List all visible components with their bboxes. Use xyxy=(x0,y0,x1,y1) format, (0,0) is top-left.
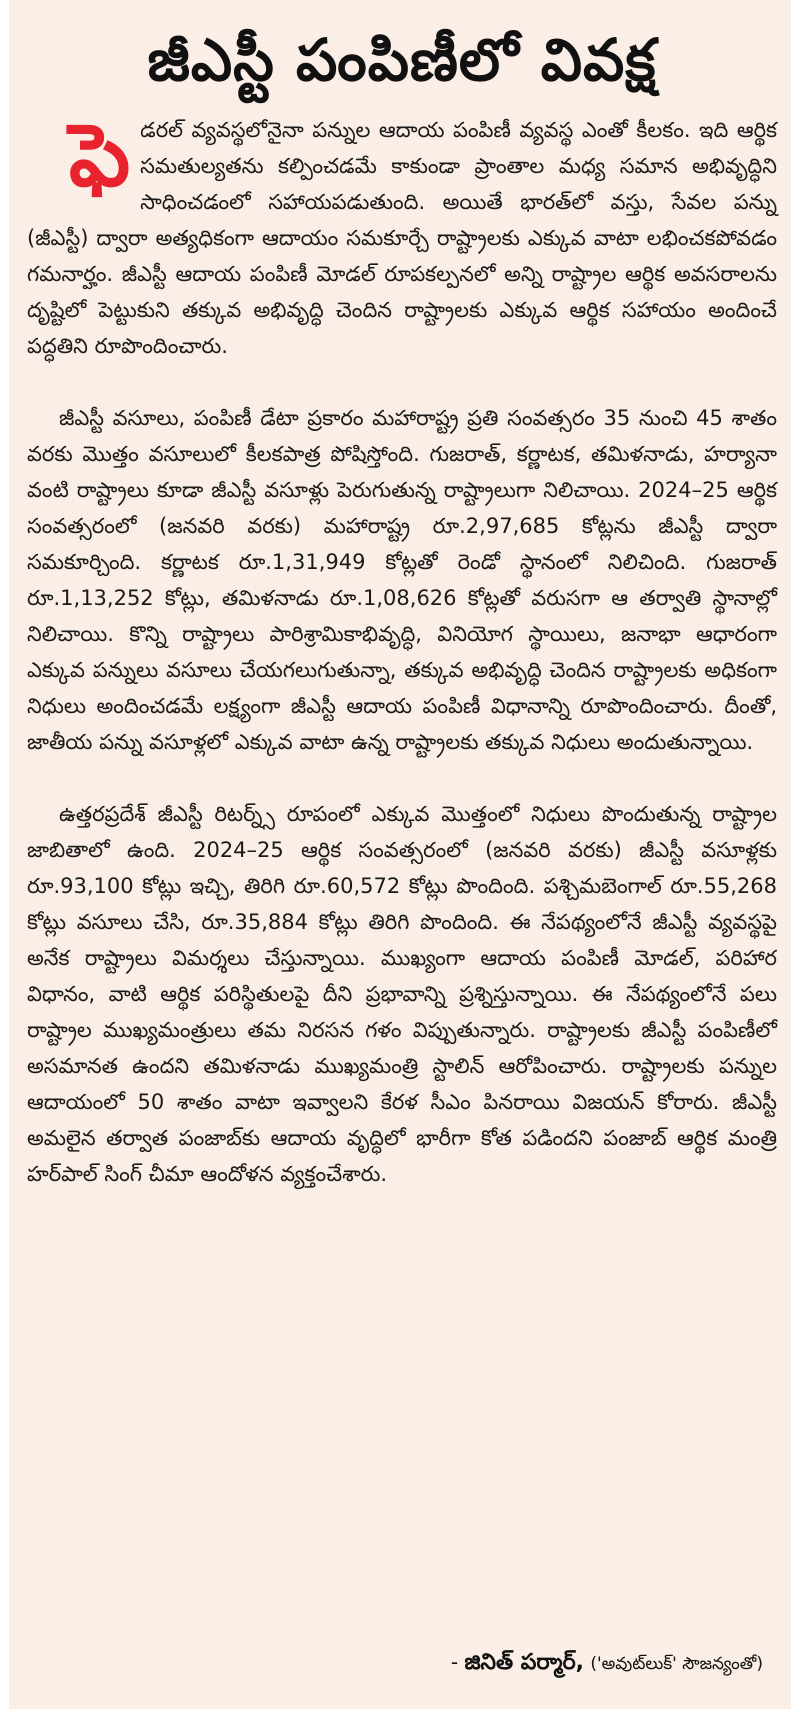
paragraph-1-text: డరల్ వ్యవస్థలోనైనా పన్నుల ఆదాయ పంపిణీ వ్యవస్థ ఎంతో కీలకం. ఇది ఆర్థిక సమతుల్యతను కల్పించడమే కాకుండా ప్రాంతాల మధ్య సమాన అభివృద్ధిని సాధించడంలో సహాయపడుతుంది. అయితే భారత్‌లో వస్తు, సేవల పన్ను (జీఎస్టీ) ద్వారా అత్యధికంగా ఆదాయం సమకూర్చే రాష్ట్రాలకు ఎక్కువ వాటా లభించకపోవడం గమనార్హం. జీఎస్టీ ఆదాయ పంపిణీ మోడల్ రూపకల్పనలో అన్ని రాష్ట్రాల ఆర్థిక అవసరాలను దృష్టిలో పెట్టుకుని తక్కువ అభివృద్ధి చెందిన రాష్ట్రాలకు ఎక్కువ ఆర్థిక సహాయం అందించే పద్ధతిని రూపొందించారు. xyxy=(27,118,777,358)
headline: జీఎస్టీ పంపిణీలో వివక్ష xyxy=(147,26,657,94)
article-body xyxy=(27,106,777,1192)
drop-cap: ఫె xyxy=(69,106,131,206)
paragraph-3: ఉత్తరప్రదేశ్ జీఎస్టీ రిటర్న్స్ రూపంలో ఎక్కువ మొత్తంలో నిధులు పొందుతున్న రాష్ట్రాల జాబితాలో ఉంది. 2024–25 ఆర్థిక సంవత్సరంలో (జనవరి వరకు) జీఎస్టీ వసూళ్లకు రూ.93,100 కోట్లు ఇచ్చి, తిరిగి రూ.60,572 కోట్లు పొందింది. పశ్చిమబెంగాల్ రూ.55,268 కోట్లు వసూలు చేసి, రూ.35,884 కోట్లు తిరిగి పొందింది. ఈ నేపథ్యంలోనే జీఎస్టీ వ్యవస్థపై అనేక రాష్ట్రాలు విమర్శలు చేస్తున్నాయి. ముఖ్యంగా ఆదాయ పంపిణీ మోడల్, పరిహార విధానం, వాటి ఆర్థిక పరిస్థితులపై దీని ప్రభావాన్ని ప్రశ్నిస్తున్నాయి. ఈ నేపథ్యంలోనే పలు రాష్ట్రాల ముఖ్యమంత్రులు తమ నిరసన గళం విప్పుతున్నారు. రాష్ట్రాలకు జీఎస్టీ పంపిణీలో అసమానత ఉందని తమిళనాడు ముఖ్యమంత్రి స్టాలిన్ ఆరోపించారు. రాష్ట్రాలకు పన్నుల ఆదాయంలో 50 శాతం వాటా ఇవ్వాలని కేరళ సీఎం పినరాయి విజయన్ కోరారు. జీఎస్టీ అమలైన తర్వాత పంజాబ్‌కు ఆదాయ వృద్ధిలో భారీగా కోత పడిందని పంజాబ్ ఆర్థిక మంత్రి హర్‌పాల్ సింగ్ చీమా ఆందోళన వ్యక్తంచేశారు. xyxy=(27,802,777,1186)
article-page xyxy=(9,0,791,1709)
byline-credit: ('అవుట్‌లుక్' సౌజన్యంతో) xyxy=(590,1654,763,1674)
byline-author: జినిత్ పర్మార్, xyxy=(464,1650,585,1675)
byline xyxy=(451,1650,763,1680)
paragraph-2: జీఎస్టీ వసూలు, పంపిణీ డేటా ప్రకారం మహారాష్ట్ర ప్రతి సంవత్సరం 35 నుంచి 45 శాతం వరకు మొత్తం వసూలులో కీలకపాత్ర పోషిస్తోంది. గుజరాత్, కర్ణాటక, తమిళనాడు, హర్యానా వంటి రాష్ట్రాలు కూడా జీఎస్టీ వసూళ్లు పెరుగుతున్న రాష్ట్రాలుగా నిలిచాయి. 2024–25 ఆర్థిక సంవత్సరంలో (జనవరి వరకు) మహారాష్ట్ర రూ.2,97,685 కోట్లను జీఎస్టీ ద్వారా సమకూర్చింది. కర్ణాటక రూ.1,31,949 కోట్లతో రెండో స్థానంలో నిలిచింది. గుజరాత్ రూ.1,13,252 కోట్లు, తమిళనాడు రూ.1,08,626 కోట్లతో వరుసగా ఆ తర్వాతి స్థానాల్లో నిలిచాయి. కొన్ని రాష్ట్రాలు పారిశ్రామికాభివృద్ధి, వినియోగ స్థాయిలు, జనాభా ఆధారంగా ఎక్కువ పన్నులు వసూలు చేయగలుగుతున్నా, తక్కువ అభివృద్ధి చెందిన రాష్ట్రాలకు అధికంగా నిధులు అందించడమే లక్ష్యంగా జీఎస్టీ ఆదాయ పంపిణీ విధానాన్ని రూపొందించారు. దీంతో, జాతీయ పన్ను వసూళ్లలో ఎక్కువ వాటా ఉన్న రాష్ట్రాలకు తక్కువ నిధులు అందుతున్నాయి. xyxy=(27,406,777,754)
byline-dash: - xyxy=(450,1650,465,1674)
paragraph-1 xyxy=(27,106,777,364)
